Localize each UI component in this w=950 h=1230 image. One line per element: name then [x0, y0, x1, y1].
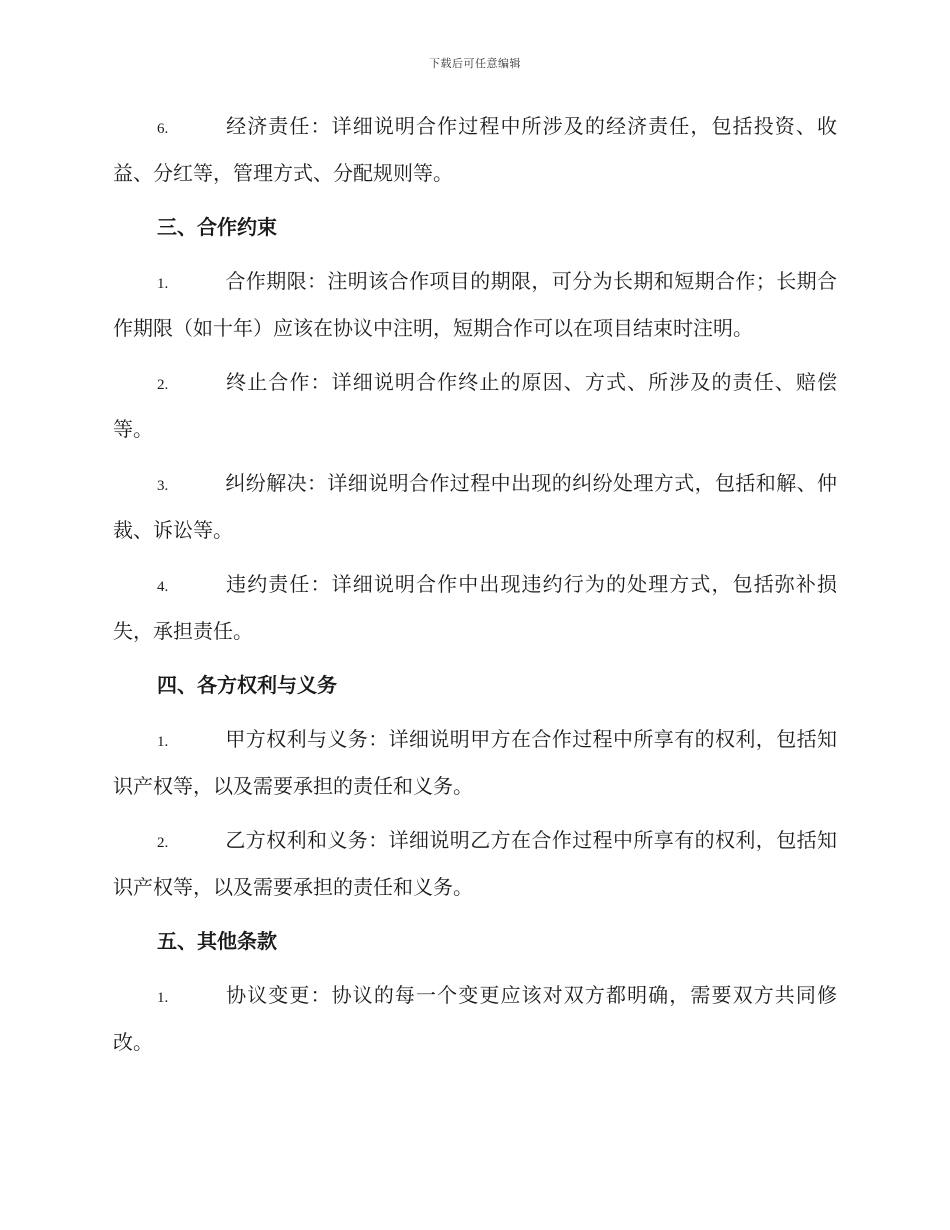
clause-number: 2.: [157, 377, 169, 393]
clause-item: [113, 973, 837, 1064]
clause-item: [113, 360, 837, 451]
header-note: 下载后可任意编辑: [429, 57, 521, 70]
clause-item: [113, 259, 837, 350]
clause-text: 违约责任：详细说明合作中出现违约行为的处理方式，包括弥补损失，承担责任。: [113, 572, 837, 643]
section-heading: 五、其他条款: [157, 929, 277, 953]
clause-number: 3.: [157, 478, 169, 494]
clause-item: [113, 818, 837, 909]
section-heading: 四、各方权利与义务: [157, 673, 337, 697]
document-body: [113, 104, 837, 1074]
clause-item: [113, 461, 837, 552]
clause-item: [113, 104, 837, 195]
clause-number: 4.: [157, 579, 169, 595]
clause-number: 1.: [157, 990, 169, 1006]
clause-number: 2.: [157, 835, 169, 851]
clause-text: 经济责任：详细说明合作过程中所涉及的经济责任，包括投资、收益、分红等，管理方式、分配规则等。: [113, 114, 837, 185]
clause-number: 1.: [157, 734, 169, 750]
clause-item: [113, 717, 837, 808]
clause-number: 1.: [157, 276, 169, 292]
clause-number: 6.: [157, 121, 169, 137]
clause-text: 甲方权利与义务：详细说明甲方在合作过程中所享有的权利，包括知识产权等，以及需要承担的责任和义务。: [113, 727, 837, 798]
clause-text: 乙方权利和义务：详细说明乙方在合作过程中所享有的权利，包括知识产权等，以及需要承担的责任和义务。: [113, 828, 837, 899]
clause-text: 纠纷解决：详细说明合作过程中出现的纠纷处理方式，包括和解、仲裁、诉讼等。: [113, 471, 837, 542]
section-heading: 三、合作约束: [157, 215, 277, 239]
clause-item: [113, 562, 837, 653]
clause-text: 终止合作：详细说明合作终止的原因、方式、所涉及的责任、赔偿等。: [113, 370, 837, 441]
clause-text: 合作期限：注明该合作项目的期限，可分为长期和短期合作；长期合作期限（如十年）应该在协议中注明，短期合作可以在项目结束时注明。: [113, 269, 837, 340]
clause-text: 协议变更：协议的每一个变更应该对双方都明确，需要双方共同修改。: [113, 983, 837, 1054]
